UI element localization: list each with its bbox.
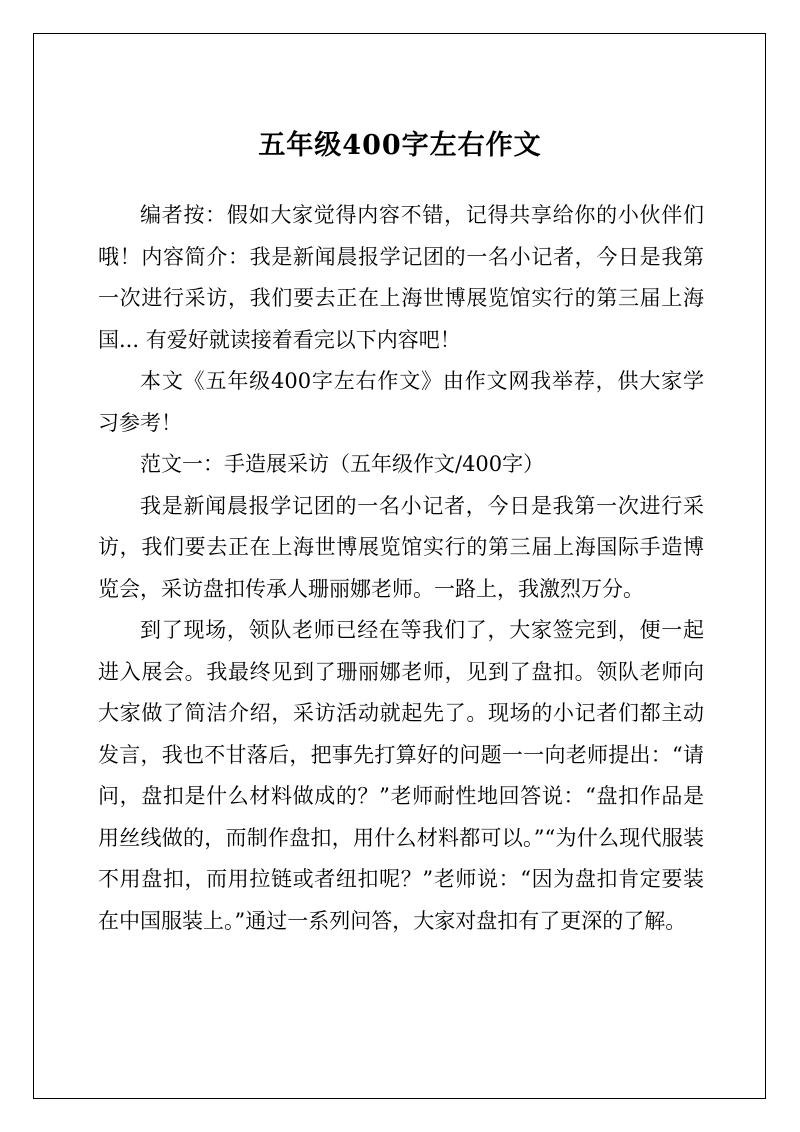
document-body xyxy=(98,195,704,942)
editor-note-paragraph: 编者按：假如大家觉得内容不错，记得共享给你的小伙伴们哦！内容简介：我是新闻晨报学记团的一名小记者，今日是我第一次进行采访，我们要去正在上海世博展览馆实行的第三届上海国... 有爱好就读接着看完以下内容吧！ xyxy=(98,203,704,352)
body-paragraph-intro: 我是新闻晨报学记团的一名小记者，今日是我第一次进行采访，我们要去正在上海世博展览馆实行的第三届上海国际手造博览会，采访盘扣传承人珊丽娜老师。一路上，我激烈万分。 xyxy=(98,493,704,601)
body-paragraph-interview: 到了现场，领队老师已经在等我们了，大家签完到，便一起进入展会。我最终见到了珊丽娜老师，见到了盘扣。领队老师向大家做了简洁介绍，采访活动就起先了。现场的小记者们都主动发言，我也不甘落后，把事先打算好的问题一一向老师提出：“请问，盘扣是什么材料做成的？”老师耐性地回答说：“盘扣作品是用丝线做的，而制作盘扣，用什么材料都可以。”“为什么现代服装不用盘扣，而用拉链或者纽扣呢？”老师说：“因为盘扣肯定要装在中国服装上。”通过一系列问答，大家对盘扣有了更深的了解。 xyxy=(98,618,704,933)
document-title: 五年级400字左右作文 xyxy=(258,130,542,161)
sample-heading-paragraph: 范文一：手造展采访（五年级作文/400字） xyxy=(140,452,545,476)
recommendation-paragraph: 本文《五年级400字左右作文》由作文网我举荐，供大家学习参考！ xyxy=(98,369,704,435)
